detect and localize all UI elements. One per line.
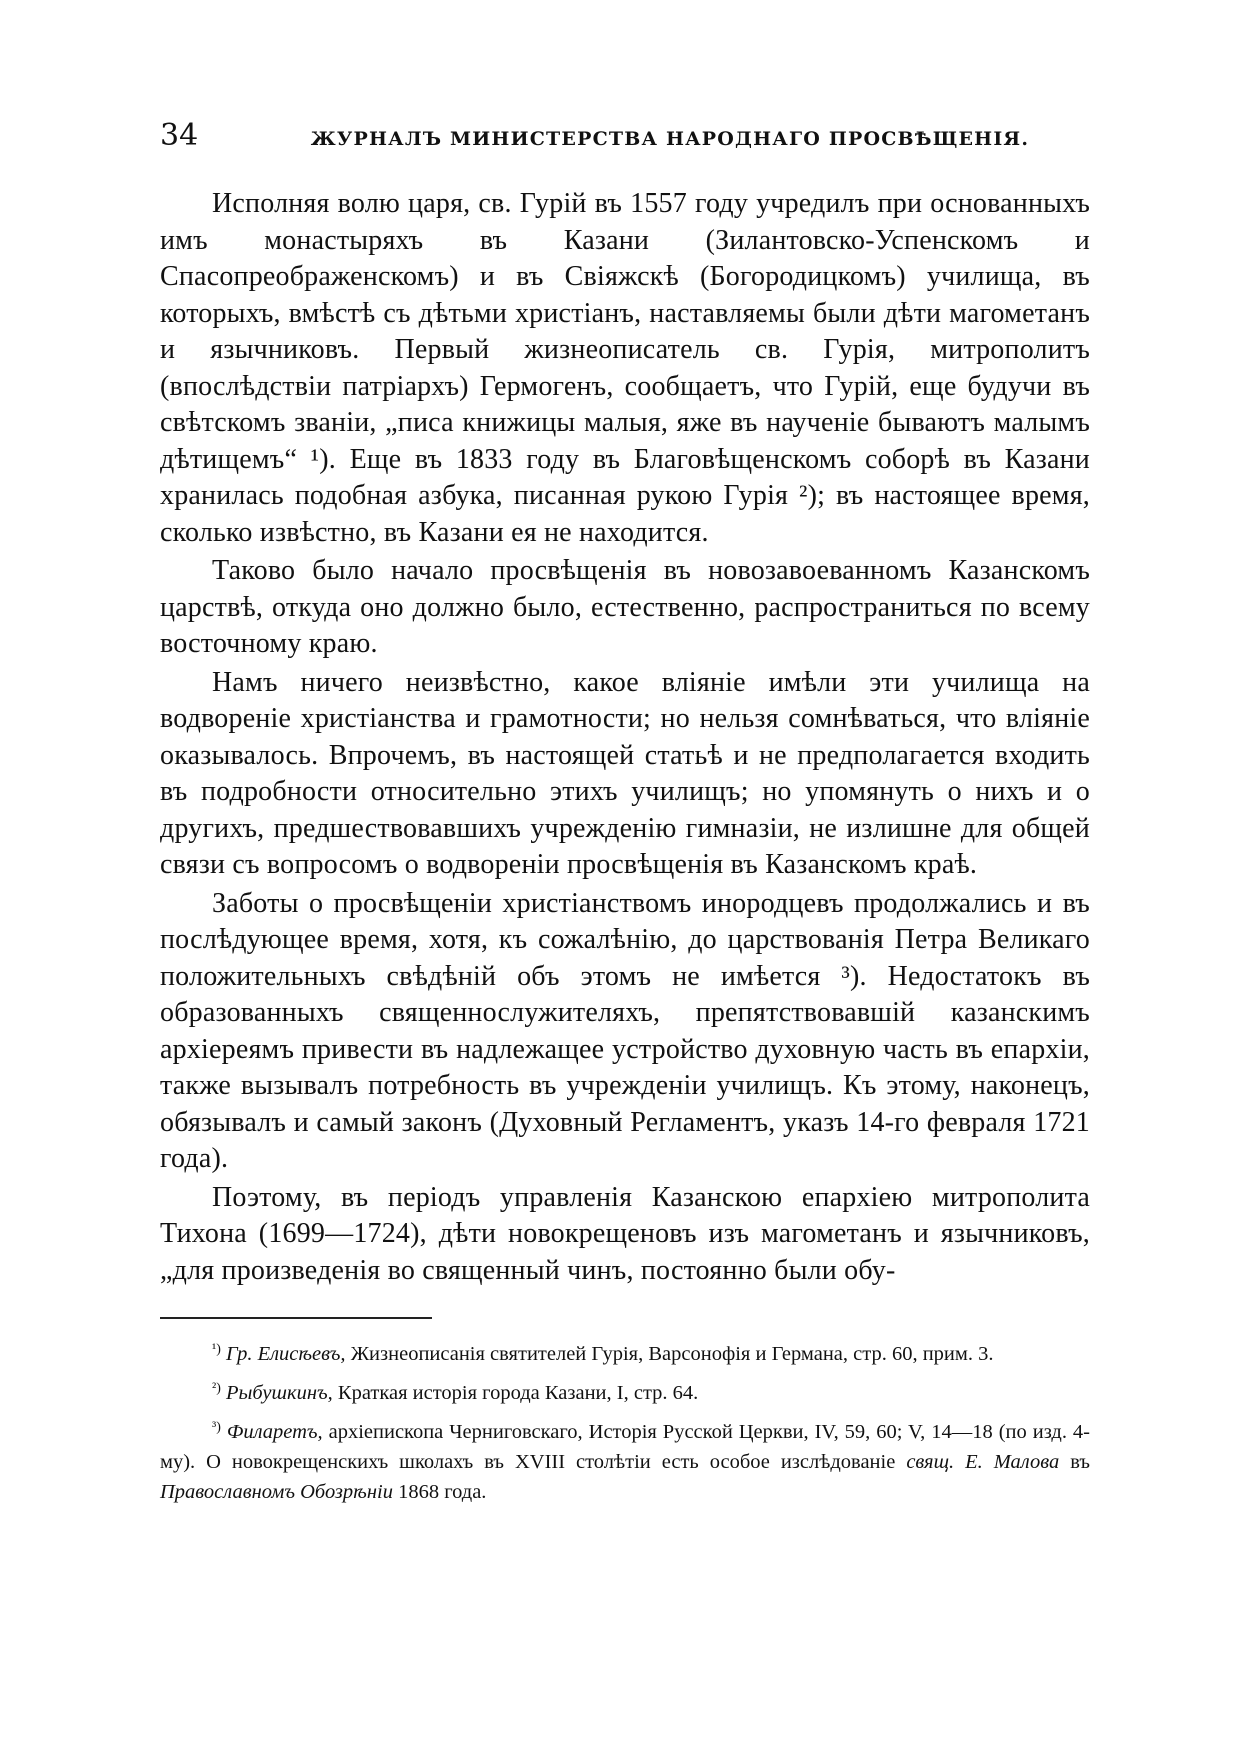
running-title: ЖУРНАЛЪ МИНИСТЕРСТВА НАРОДНАГО ПРОСВѢЩЕНІЯ. xyxy=(310,128,1030,150)
paragraph: Исполняя волю царя, св. Гурій въ 1557 году учредилъ при основанныхъ имъ монастыряхъ въ Казани (Зилантовско-Успенскомъ и Спасопреображенскомъ) и въ Свіяжскѣ (Богородицкомъ) училища, въ которыхъ, вмѣстѣ съ дѣтьми христіанъ, наставляемы были дѣти магометанъ и язычниковъ. Первый жизнеописатель св. Гурія, митрополитъ (впослѣдствіи патріархъ) Гермогенъ, сообщаетъ, что Гурій, еще будучи въ свѣтскомъ званіи, „писа книжицы малыя, яже въ наученіе бываютъ малымъ дѣтищемъ“ ¹). Еще въ 1833 году въ Благовѣщенскомъ соборѣ въ Казани хранилась подобная азбука, писанная рукою Гурія ²); въ настоящее время, сколько извѣстно, въ Казани ея не находится. xyxy=(160,188,1090,548)
footnote-author: Филаретъ, xyxy=(226,1421,323,1443)
body-text xyxy=(160,186,1090,1289)
footnote-text: Жизнеописанія святителей Гурія, Варсонофія и Германа, стр. 60, прим. 3. xyxy=(345,1343,994,1365)
footnote xyxy=(160,1335,1090,1369)
footnote-journal: Православномъ Обозрѣніи xyxy=(160,1481,393,1503)
paragraph: Намъ ничего неизвѣстно, какое вліяніе имѣли эти училища на водвореніе христіанства и грамотности; но нельзя сомнѣваться, что вліяніе оказывалось. Впрочемъ, въ настоящей статьѣ и не предполагается входить въ подробности относительно этихъ училищъ; но упомянуть о нихъ и о другихъ, предшествовавшихъ учрежденію гимназіи, не излишне для общей связи съ вопросомъ о водвореніи просвѣщенія въ Казанскомъ краѣ. xyxy=(160,666,1090,880)
footnote xyxy=(160,1374,1090,1408)
footnote-author: Гр. Елисѣевъ, xyxy=(225,1343,346,1365)
page-number: 34 xyxy=(160,118,199,153)
footnote-text: 1868 года. xyxy=(392,1481,487,1503)
paragraph: Поэтому, въ періодъ управленія Казанскою епархіею митрополита Тихона (1699—1724), дѣти новокрещеновъ изъ магометанъ и язычниковъ, „для произведенія во священный чинъ, постоянно были обу- xyxy=(160,1181,1090,1286)
footnote-mark: ²) xyxy=(212,1381,221,1396)
book-page xyxy=(160,118,1090,1512)
paragraph: Таково было начало просвѣщенія въ новозавоеванномъ Казанскомъ царствѣ, откуда оно должно было, естественно, распространиться по всему восточному краю. xyxy=(160,555,1090,659)
page-header xyxy=(160,118,1090,164)
footnote-author: Рыбушкинъ, xyxy=(225,1382,333,1404)
footnote-text: въ xyxy=(1059,1451,1090,1473)
footnote-mark: ³) xyxy=(212,1420,221,1435)
footnote-divider xyxy=(160,1317,432,1319)
footnotes xyxy=(160,1335,1090,1507)
footnote-text: архіепископа Черниговскаго, Исторія Русской Церкви, IV, 59, 60; V, 14—18 (по изд. 4-му). О новокрещенскихъ школахъ въ XVIII столѣтіи есть особое изслѣдованіе xyxy=(160,1421,1091,1473)
footnote-text: Краткая исторія города Казани, I, стр. 64. xyxy=(332,1382,699,1404)
footnote-mark: ¹) xyxy=(212,1342,221,1357)
footnote xyxy=(160,1413,1090,1507)
paragraph: Заботы о просвѣщеніи христіанствомъ инородцевъ продолжались и въ послѣдующее время, хотя, къ сожалѣнію, до царствованія Петра Великаго положительныхъ свѣдѣній объ этомъ не имѣется ³). Недостатокъ въ образованныхъ священнослужителяхъ, препятствовавшій казанскимъ архіереямъ привести въ надлежащее устройство духовную часть въ епархіи, также вызывалъ потребность въ учрежденіи училищъ. Къ этому, наконецъ, обязывалъ и самый законъ (Духовный Регламентъ, указъ 14-го февраля 1721 года). xyxy=(160,887,1090,1174)
footnote-author: свящ. Е. Малова xyxy=(906,1451,1060,1473)
